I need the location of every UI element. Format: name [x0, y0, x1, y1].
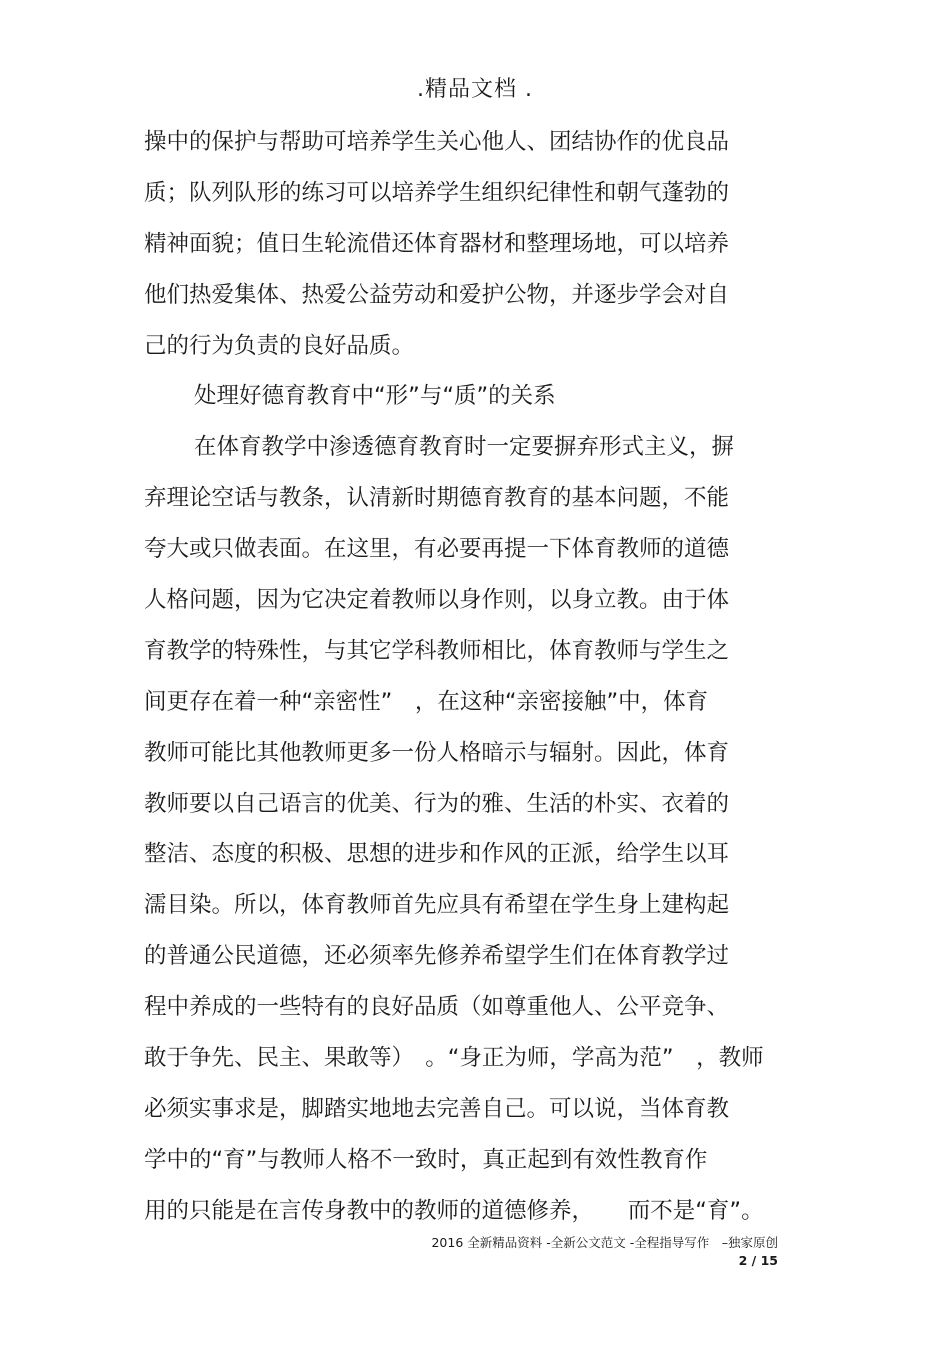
- text-line: 学中的“育”与教师人格不一致时，真正起到有效性教育作: [144, 1146, 708, 1173]
- text-line: 教师要以自己语言的优美、行为的雅、生活的朴实、衣着的: [144, 790, 730, 817]
- text-line: 操中的保护与帮助可培养学生关心他人、团结协作的优良品: [144, 129, 730, 155]
- text-line: 间更存在着一种“亲密性” ，在这种“亲密接触”中，体育: [144, 688, 709, 715]
- section-heading: 处理好德育教育中“形”与“质”的关系: [194, 383, 556, 410]
- text-line: 必须实事求是，脚踏实地地去完善自己。可以说，当体育教: [144, 1095, 730, 1122]
- text-line: 夸大或只做表面。在这里，有必要再提一下体育教师的道德: [144, 536, 730, 563]
- text-line: 敢于争先、民主、果敢等） 。“身正为师，学高为范” ，教师: [144, 1045, 764, 1072]
- text-line: 用的只能是在言传身教中的教师的道德修养， 而不是“育”。: [144, 1197, 764, 1224]
- page-number: 2 / 15: [738, 1253, 778, 1268]
- page-footer: 2016 全新精品资料 -全新公文范文 -全程指导写作 –独家原创: [431, 1235, 778, 1250]
- text-line: 濡目染。所以，体育教师首先应具有希望在学生身上建构起: [144, 892, 730, 919]
- text-line: 教师可能比其他教师更多一份人格暗示与辐射。因此，体育: [144, 739, 730, 766]
- text-line: 质；队列队形的练习可以培养学生组织纪律性和朝气蓬勃的: [144, 179, 730, 206]
- text-line: 在体育教学中渗透德育教育时一定要摒弃形式主义，摒: [194, 434, 735, 461]
- text-line: 育教学的特殊性，与其它学科教师相比，体育教师与学生之: [144, 637, 730, 664]
- text-line: 人格问题，因为它决定着教师以身作则，以身立教。由于体: [144, 587, 730, 614]
- text-line: 整洁、态度的积极、思想的进步和作风的正派，给学生以耳: [144, 841, 730, 868]
- text-line: 程中养成的一些特有的良好品质（如尊重他人、公平竞争、: [144, 994, 730, 1021]
- text-line: 他们热爱集体、热爱公益劳动和爱护公物，并逐步学会对自: [144, 281, 730, 308]
- text-line: 弃理论空话与教条，认清新时期德育教育的基本问题，不能: [144, 485, 730, 512]
- text-line: 己的行为负责的良好品质。: [144, 332, 415, 359]
- text-line: 的普通公民道德，还必须率先修养希望学生们在体育教学过: [144, 943, 730, 970]
- document-body: [144, 124, 824, 1244]
- text-line: 精神面貌；值日生轮流借还体育器材和整理场地，可以培养: [144, 230, 730, 257]
- page-header: .精品文档 .: [417, 77, 533, 102]
